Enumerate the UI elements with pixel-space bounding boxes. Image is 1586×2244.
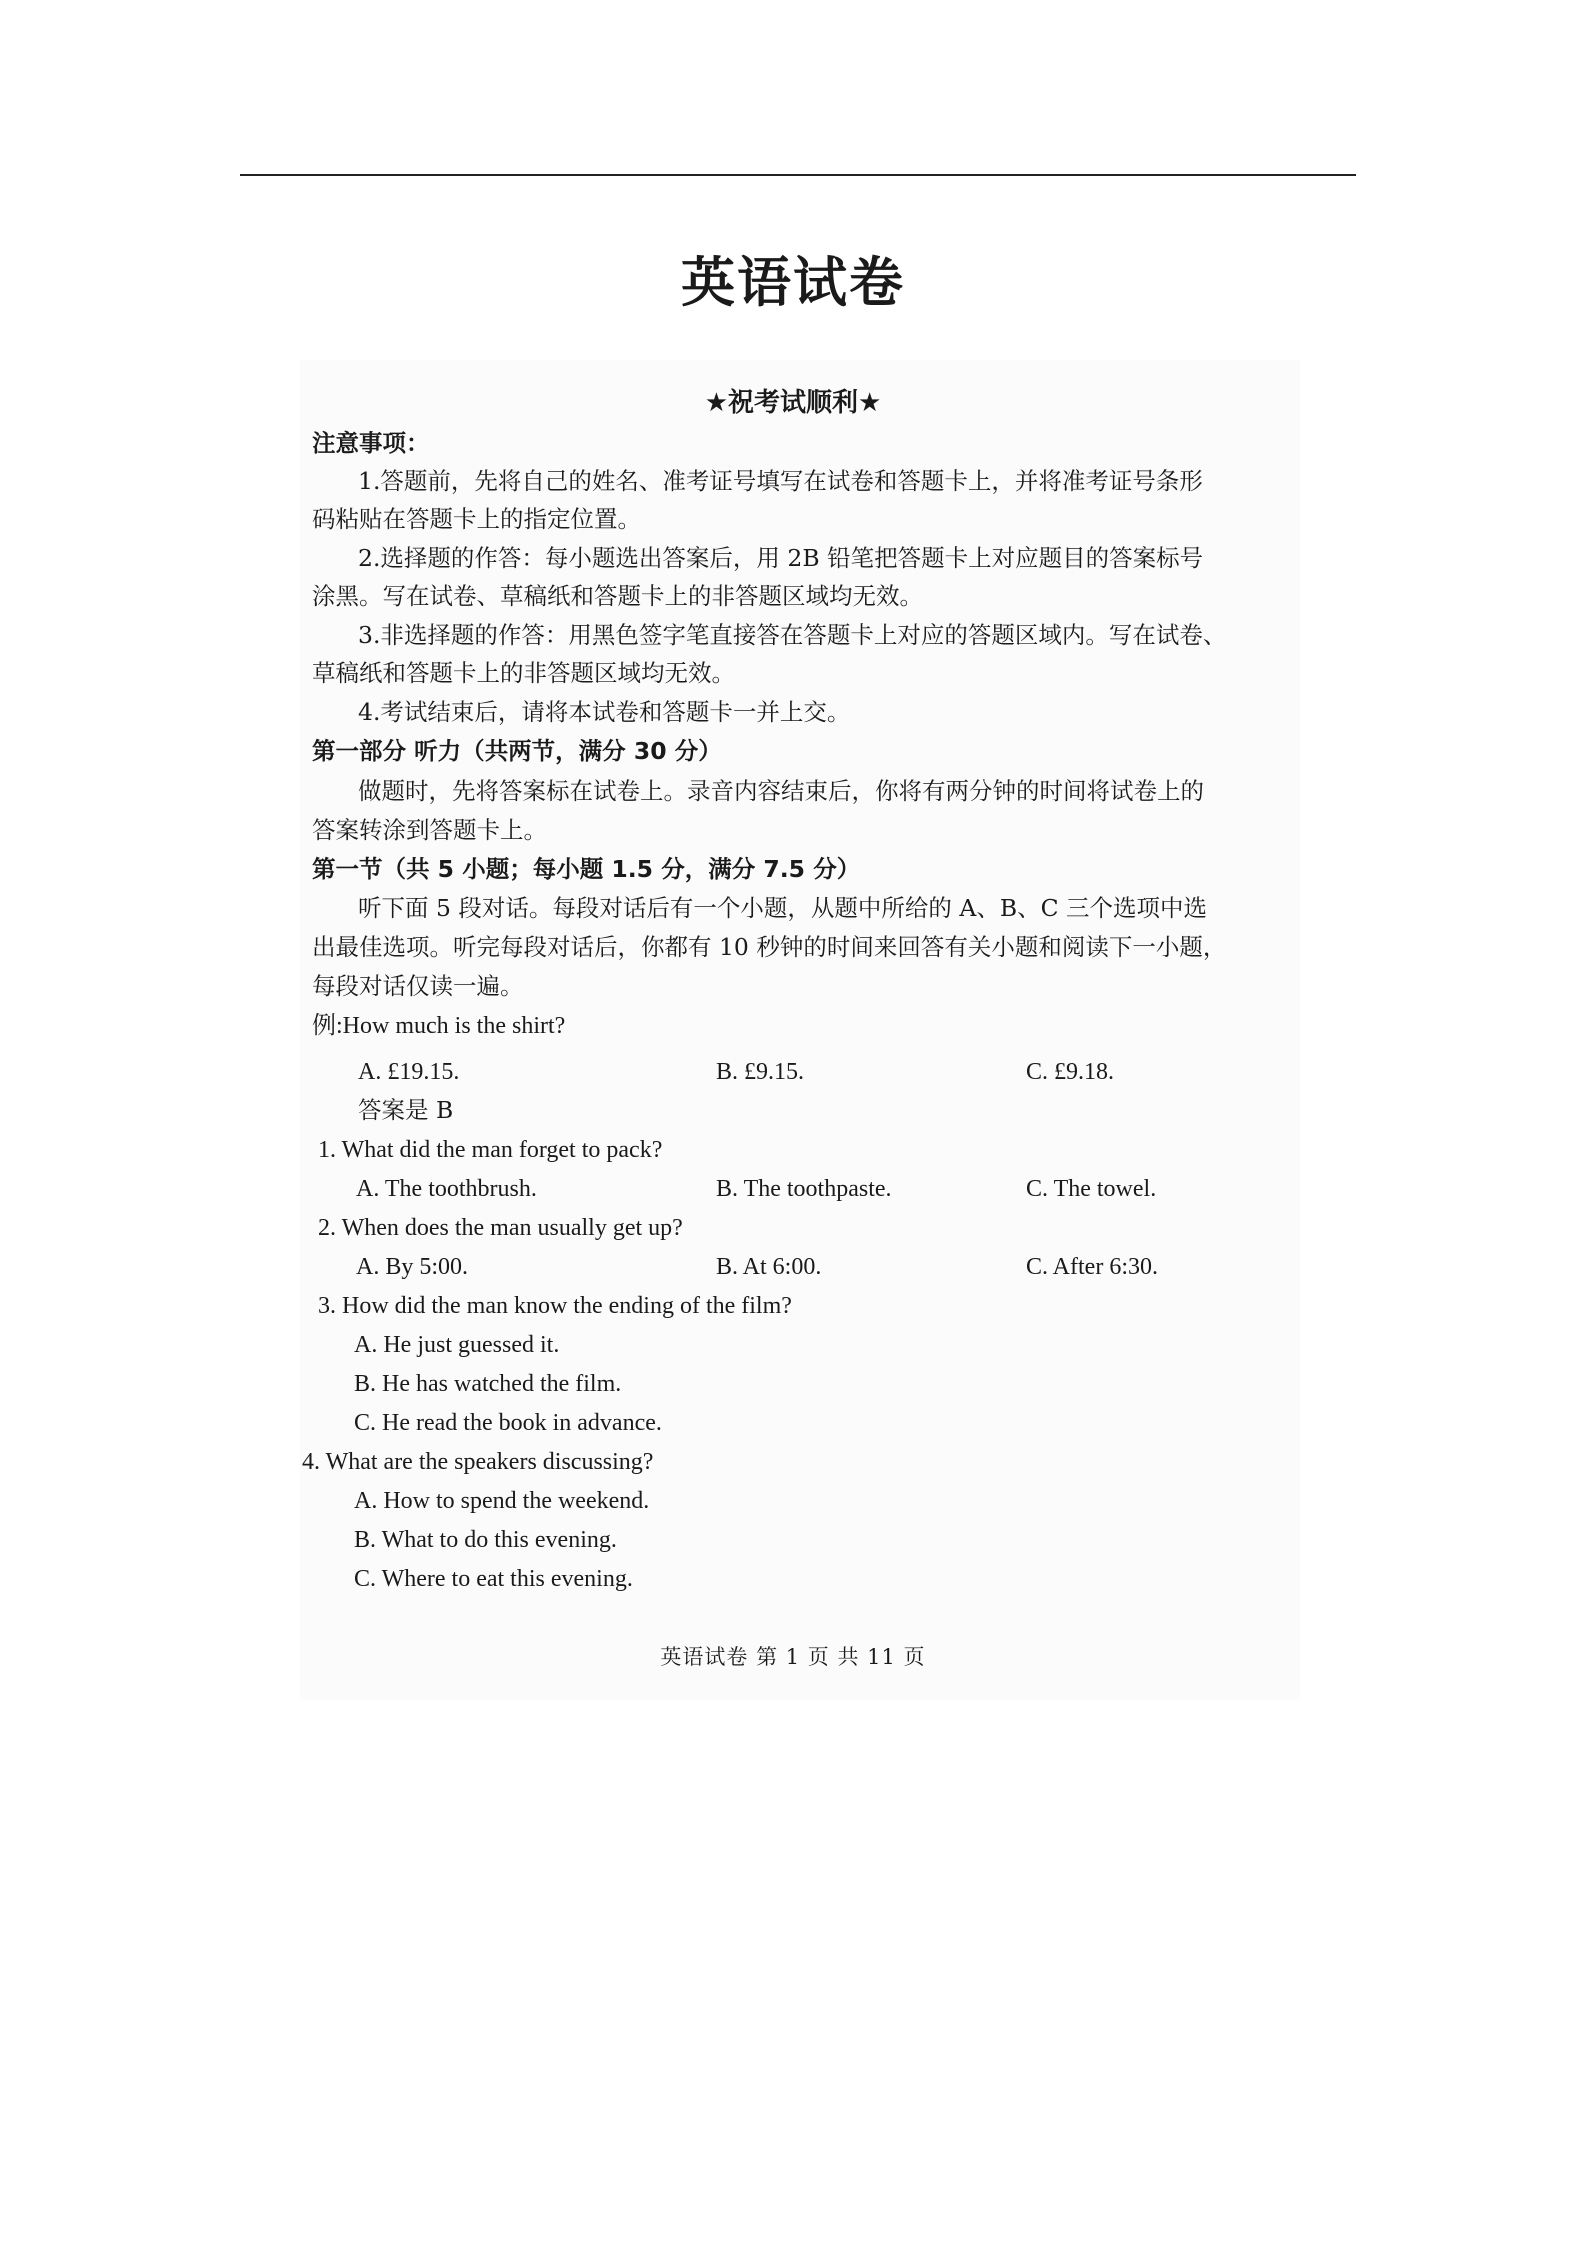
question-1-stem: 1. What did the man forget to pack? <box>318 1137 663 1163</box>
section1-intro-line: 听下面 5 段对话。每段对话后有一个小题，从题中所给的 A、B、C 三个选项中选 <box>358 894 1208 922</box>
question-1-option-c: C. The towel. <box>1026 1176 1157 1202</box>
example-option-c: C. £9.18. <box>1026 1059 1115 1085</box>
question-2-option-c: C. After 6:30. <box>1026 1254 1158 1280</box>
question-3-stem: 3. How did the man know the ending of the film? <box>318 1293 792 1319</box>
part1-intro-line: 答案转涂到答题卡上。 <box>312 816 547 844</box>
notice-line: 3.非选择题的作答：用黑色签字笔直接答在答题卡上对应的答题区域内。写在试卷、 <box>358 621 1227 649</box>
page-footer: 英语试卷 第 1 页 共 11 页 <box>660 1645 926 1669</box>
question-1-option-a: A. The toothbrush. <box>356 1176 537 1202</box>
question-3-option-a: A. He just guessed it. <box>354 1332 560 1358</box>
question-2-option-a: A. By 5:00. <box>356 1254 469 1280</box>
part1-heading: 第一部分 听力（共两节，满分 30 分） <box>312 737 722 765</box>
page-title: 英语试卷 <box>681 251 905 314</box>
section1-intro-line: 出最佳选项。听完每段对话后，你都有 10 秒钟的时间来回答有关小题和阅读下一小题， <box>312 933 1227 961</box>
example-option-a: A. £19.15. <box>358 1059 460 1085</box>
notice-line: 1.答题前，先将自己的姓名、准考证号填写在试卷和答题卡上，并将准考证号条形 <box>358 467 1203 495</box>
question-3-option-b: B. He has watched the film. <box>354 1371 622 1397</box>
example-answer: 答案是 B <box>358 1096 454 1124</box>
section1-heading: 第一节（共 5 小题；每小题 1.5 分，满分 7.5 分） <box>312 855 861 883</box>
question-4-stem: 4. What are the speakers discussing? <box>302 1449 654 1475</box>
notice-line: 2.选择题的作答：每小题选出答案后，用 2B 铅笔把答题卡上对应题目的答案标号 <box>358 544 1204 572</box>
question-4-option-b: B. What to do this evening. <box>354 1527 617 1553</box>
question-1-option-b: B. The toothpaste. <box>716 1176 892 1202</box>
question-3-option-c: C. He read the book in advance. <box>354 1410 662 1436</box>
notice-line: 码粘贴在答题卡上的指定位置。 <box>312 505 641 533</box>
notice-heading: 注意事项： <box>312 429 430 457</box>
notice-line: 涂黑。写在试卷、草稿纸和答题卡上的非答题区域均无效。 <box>312 582 923 610</box>
top-rule <box>240 174 1356 176</box>
question-4-option-a: A. How to spend the weekend. <box>354 1488 650 1514</box>
question-4-option-c: C. Where to eat this evening. <box>354 1566 633 1592</box>
part1-intro-line: 做题时，先将答案标在试卷上。录音内容结束后，你将有两分钟的时间将试卷上的 <box>358 777 1204 805</box>
question-2-option-b: B. At 6:00. <box>716 1254 822 1280</box>
section1-intro-line: 每段对话仅读一遍。 <box>312 972 524 1000</box>
example-question: 例:How much is the shirt? <box>312 1013 566 1039</box>
example-option-b: B. £9.15. <box>716 1059 805 1085</box>
notice-line: 4.考试结束后，请将本试卷和答题卡一并上交。 <box>358 698 851 726</box>
subtitle: ★祝考试顺利★ <box>704 388 882 418</box>
question-2-stem: 2. When does the man usually get up? <box>318 1215 683 1241</box>
notice-line: 草稿纸和答题卡上的非答题区域均无效。 <box>312 659 735 687</box>
